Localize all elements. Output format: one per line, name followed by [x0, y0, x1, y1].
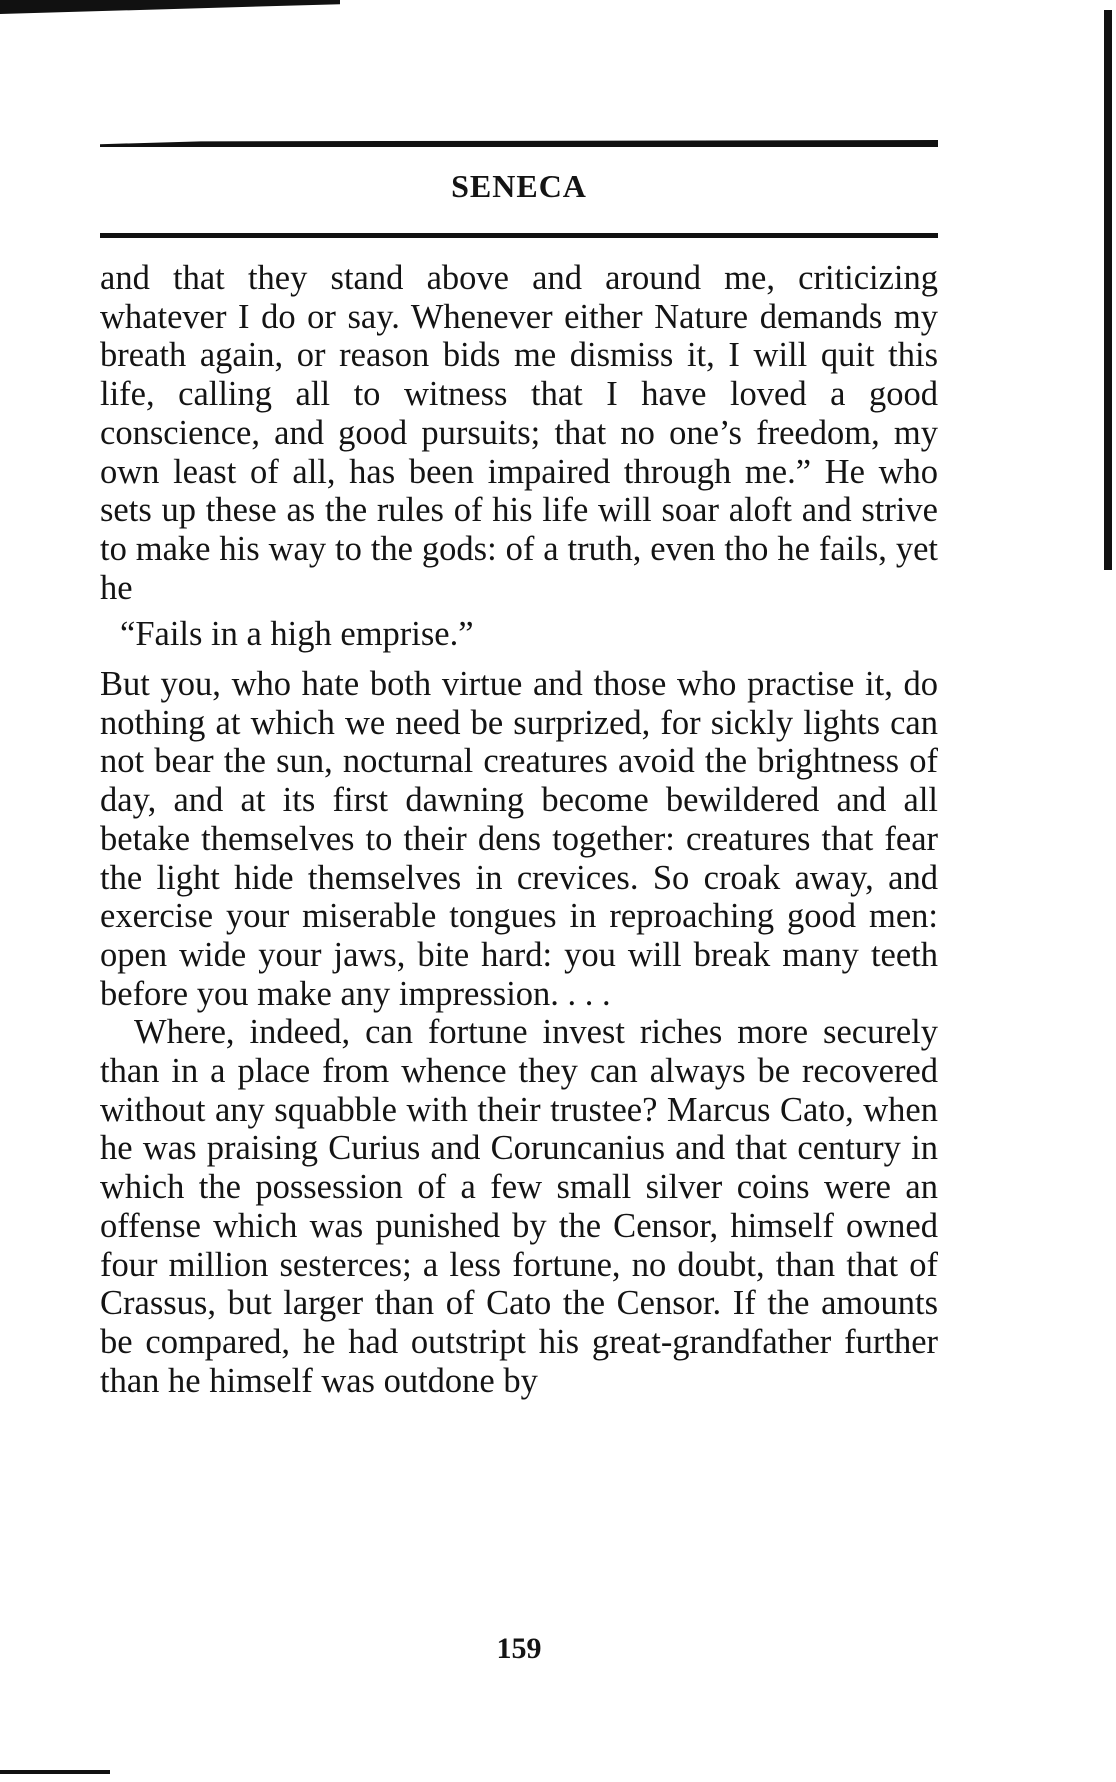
scan-edge-bottom-left: [0, 1770, 110, 1774]
header-rule-top: [100, 140, 938, 147]
page-number: 159: [496, 1632, 542, 1665]
scan-edge-right: [1104, 10, 1112, 570]
running-head: SENECA: [451, 168, 587, 204]
paragraph-1: and that they stand above and around me, criticizing whatever I do or say. Whenever either Nature demands my breath again, or reason bids me dismiss it, I will quit this life, calling all to witness that I have loved a good conscience, and good pursuits; that no one’s freedom, my own least of all, has been impaired through me.” He who sets up these as the rules of his life will soar aloft and strive to make his way to the gods: of a truth, even tho he fails, yet he: [100, 259, 938, 607]
text-block: [100, 259, 938, 1400]
paragraph-3: Where, indeed, can fortune invest riches more securely than in a place from whence they can always be recovered without any squabble with their trustee? Marcus Cato, when he was praising Curius and Coruncanius and that century in which the possession of a few small silver coins were an offense which was punished by the Censor, himself owned four million sesterces; a less fortune, no doubt, than that of Crassus, but larger than of Cato the Censor. If the amounts be compared, he had outstript his great-grandfather further than he himself was outdone by: [100, 1013, 938, 1400]
paragraph-2: But you, who hate both virtue and those who practise it, do nothing at which we need be surprized, for sickly lights can not bear the sun, nocturnal creatures avoid the brightness of day, and at its first dawning become bewildered and all betake themselves to their dens together: creatures that fear the light hide themselves in crevices. So croak away, and exercise your miserable tongues in reproaching good men: open wide your jaws, bite hard: you will break many teeth before you make any impression. . . .: [100, 665, 938, 1013]
header-rule-bottom: [100, 233, 938, 238]
quoted-line: “Fails in a high emprise.”: [120, 615, 474, 654]
scan-edge-top-left: [0, 0, 340, 14]
